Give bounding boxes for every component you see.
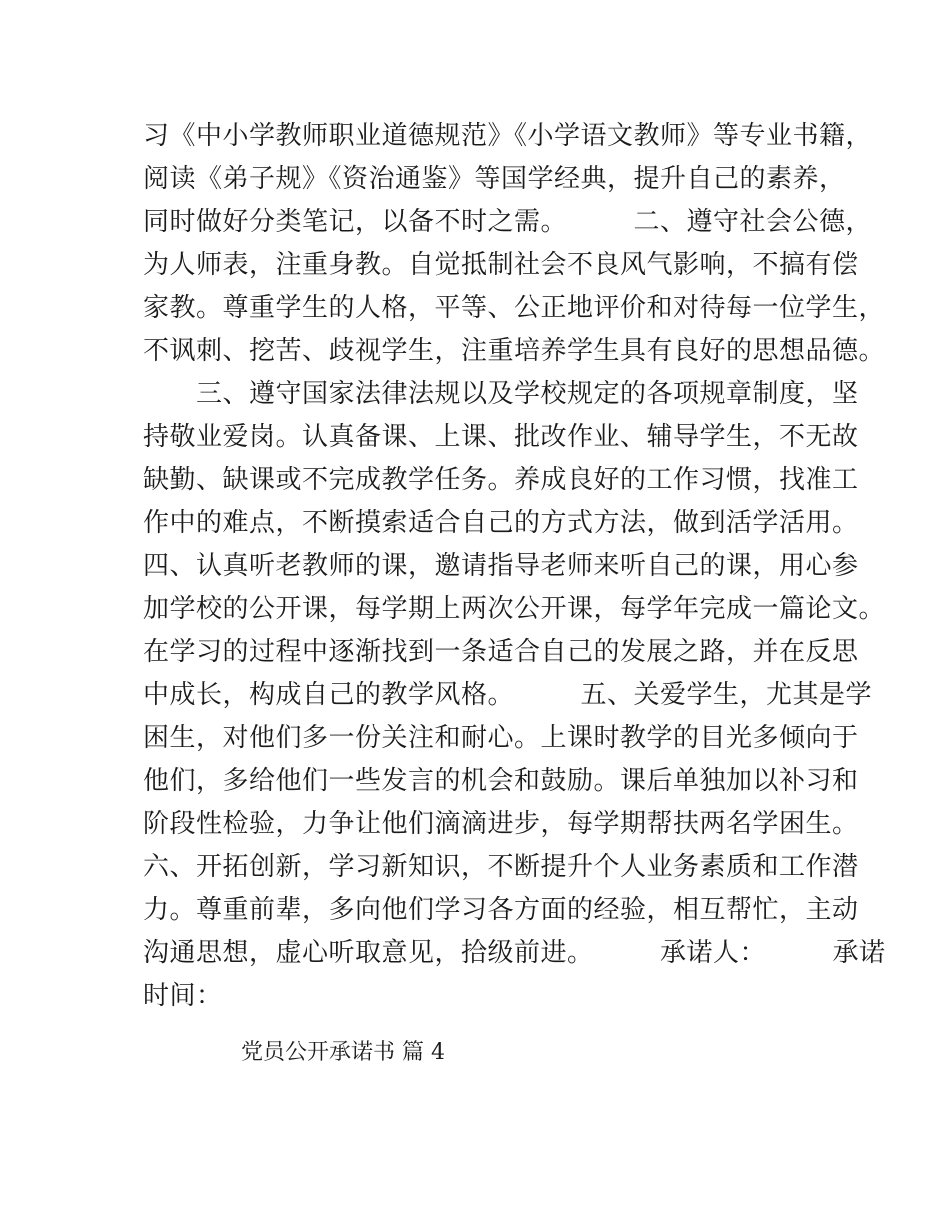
body-text-line: 加学校的公开课，每学期上两次公开课，每学年完成一篇论文。: [143, 594, 886, 624]
body-text-line: 阅读《弟子规》《资治通鉴》等国学经典，提升自己的素养，: [143, 164, 846, 194]
body-text-line: 同时做好分类笔记，以备不时之需。 二、遵守社会公德，: [143, 207, 873, 237]
body-text-line: 阶段性检验，力争让他们滴滴进步，每学期帮扶两名学困生。: [143, 809, 859, 839]
body-text-line: 四、认真听老教师的课，邀请指导老师来听自己的课，用心参: [143, 551, 859, 581]
body-text-line: 缺勤、缺课或不完成教学任务。养成良好的工作习惯，找准工: [143, 465, 859, 495]
body-text-line: 六、开拓创新，学习新知识，不断提升个人业务素质和工作潜: [143, 852, 859, 882]
body-text-line: 时间：: [143, 981, 223, 1011]
section-heading: 党员公开承诺书 篇 4: [241, 1040, 445, 1065]
body-text-line: 在学习的过程中逐渐找到一条适合自己的发展之路，并在反思: [143, 637, 859, 667]
body-text-line: 中成长，构成自己的教学风格。 五、关爱学生，尤其是学: [143, 680, 873, 710]
body-text-line: 习《中小学教师职业道德规范》《小学语文教师》等专业书籍，: [143, 121, 873, 151]
body-text-line: 持敬业爱岗。认真备课、上课、批改作业、辅导学生，不无故: [143, 422, 859, 452]
body-text-line: 为人师表，注重身教。自觉抵制社会不良风气影响，不搞有偿: [143, 250, 859, 280]
body-text-line: 三、遵守国家法律法规以及学校规定的各项规章制度，坚: [143, 379, 859, 409]
body-text-line: 力。尊重前辈，多向他们学习各方面的经验，相互帮忙，主动: [143, 895, 859, 925]
body-text-line: 家教。尊重学生的人格，平等、公正地评价和对待每一位学生，: [143, 293, 886, 323]
body-text-line: 沟通思想，虚心听取意见，拾级前进。 承诺人： 承诺: [143, 938, 886, 968]
body-text-line: 不讽刺、挖苦、歧视学生，注重培养学生具有良好的思想品德。: [143, 336, 886, 366]
body-text-line: 他们，多给他们一些发言的机会和鼓励。课后单独加以补习和: [143, 766, 859, 796]
body-text-line: 作中的难点，不断摸索适合自己的方式方法，做到活学活用。: [143, 508, 859, 538]
body-text-line: 困生，对他们多一份关注和耐心。上课时教学的目光多倾向于: [143, 723, 859, 753]
